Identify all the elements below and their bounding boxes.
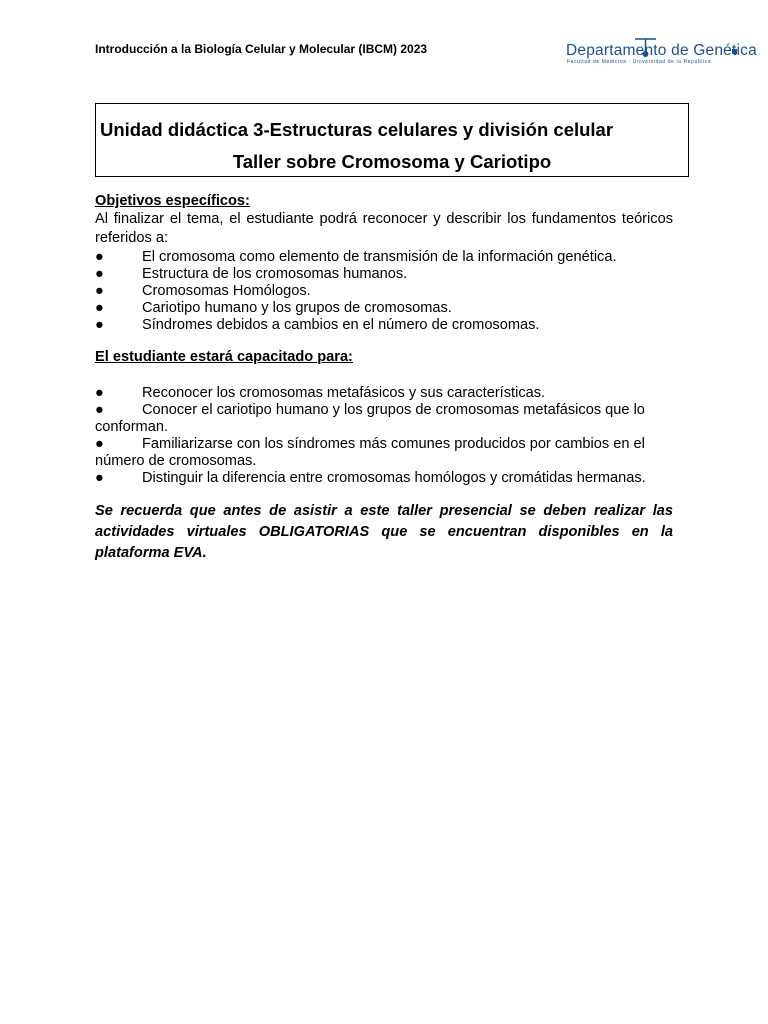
title-box — [95, 103, 689, 177]
list-item — [95, 402, 673, 436]
bullet-icon: ● — [95, 436, 104, 452]
bullet-icon: ● — [95, 402, 104, 418]
list-item-text: Síndromes debidos a cambios en el número de cromosomas. — [142, 317, 540, 333]
reminder-note: Se recuerda que antes de asistir a este taller presencial se deben realizar las actividades virtuales OBLIGATORIAS que se encuentran disponibles en la plataforma EVA. — [95, 503, 673, 561]
objectives-heading: Objetivos específicos: — [95, 193, 250, 209]
list-item-text: Cromosomas Homólogos. — [142, 283, 311, 299]
course-title: Introducción a la Biología Celular y Molecular (IBCM) 2023 — [95, 42, 428, 56]
list-item-text: Conocer el cariotipo humano y los grupos de cromosomas metafásicos que lo conforman. — [95, 402, 645, 435]
workshop-title: Taller sobre Cromosoma y Cariotipo — [232, 151, 552, 172]
list-item-text: Distinguir la diferencia entre cromosomas homólogos y cromátidas hermanas. — [142, 470, 646, 486]
capabilities-list — [95, 385, 673, 487]
capabilities-heading: El estudiante estará capacitado para: — [95, 349, 353, 365]
bullet-icon: ● — [95, 470, 104, 486]
logo-subtitle: Facultad de Medicina · Universidad de la República — [567, 59, 712, 65]
list-item — [95, 283, 673, 300]
list-item — [95, 266, 673, 283]
bullet-icon: ● — [95, 266, 104, 282]
bullet-icon: ● — [95, 300, 104, 316]
document-body — [95, 193, 673, 579]
list-item-text: Estructura de los cromosomas humanos. — [142, 266, 408, 282]
list-item — [95, 385, 673, 402]
objectives-list — [95, 249, 673, 334]
bullet-icon: ● — [95, 317, 104, 333]
bullet-icon: ● — [95, 249, 104, 265]
list-item-text: Reconocer los cromosomas metafásicos y sus características. — [142, 385, 546, 401]
list-item — [95, 300, 673, 317]
list-item — [95, 470, 673, 487]
department-logo — [566, 38, 757, 70]
bullet-icon: ● — [95, 283, 104, 299]
unit-title: Unidad didáctica 3-Estructuras celulares y división celular — [100, 119, 614, 140]
list-item-text: Familiarizarse con los síndromes más comunes producidos por cambios en el número de cromosomas. — [95, 436, 645, 469]
list-item — [95, 436, 673, 470]
list-item-text: El cromosoma como elemento de transmisión de la información genética. — [142, 249, 617, 265]
objectives-intro: Al finalizar el tema, el estudiante podrá reconocer y describir los fundamentos teóricos referidos a: — [95, 211, 673, 246]
list-item-text: Cariotipo humano y los grupos de cromosomas. — [142, 300, 452, 316]
list-item — [95, 249, 673, 266]
list-item — [95, 317, 673, 334]
bullet-icon: ● — [95, 385, 104, 401]
logo-text: Departamento de Genética — [566, 42, 757, 59]
